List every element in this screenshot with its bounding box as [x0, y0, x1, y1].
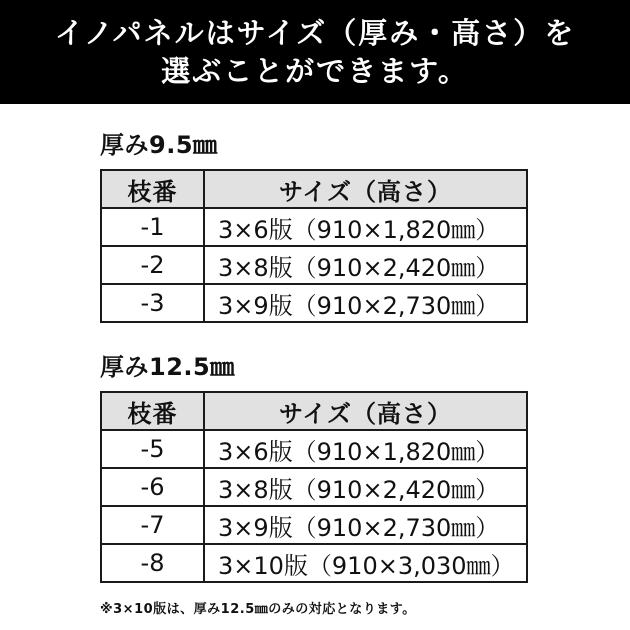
size-cell: 3×8版（910×2,420㎜）: [204, 468, 527, 506]
branch-number-cell: -2: [101, 246, 204, 284]
column-header-size-height: サイズ（高さ）: [204, 170, 527, 208]
branch-number-cell: -5: [101, 430, 204, 468]
branch-number-cell: -6: [101, 468, 204, 506]
section-title-thickness-12-5: 厚み12.5㎜: [100, 353, 235, 381]
section-title-thickness-9-5: 厚み9.5㎜: [100, 131, 218, 159]
column-header-size-height: サイズ（高さ）: [204, 392, 527, 430]
table-row: [101, 506, 527, 544]
branch-number-cell: -1: [101, 208, 204, 246]
headline-banner: [0, 0, 630, 104]
table-header-row: [101, 392, 527, 430]
table-row: [101, 284, 527, 322]
footnote: ※3×10版は、厚み12.5㎜のみの対応となります。: [100, 602, 416, 617]
size-cell: 3×6版（910×1,820㎜）: [204, 430, 527, 468]
content-area: [100, 125, 530, 617]
column-header-branch-number: 枝番: [101, 170, 204, 208]
table-row: [101, 430, 527, 468]
column-header-branch-number: 枝番: [101, 392, 204, 430]
table-row: [101, 246, 527, 284]
size-cell: 3×10版（910×3,030㎜）: [204, 544, 527, 582]
headline-line-1: イノパネルはサイズ（厚み・高さ）を: [54, 16, 576, 50]
branch-number-cell: -8: [101, 544, 204, 582]
size-table-9-5mm: [100, 169, 528, 323]
branch-number-cell: -3: [101, 284, 204, 322]
table-row: [101, 544, 527, 582]
table-row: [101, 468, 527, 506]
size-table-12-5mm: [100, 391, 528, 583]
size-cell: 3×8版（910×2,420㎜）: [204, 246, 527, 284]
headline-line-2: 選ぶことができます。: [161, 54, 469, 88]
table-row: [101, 208, 527, 246]
size-cell: 3×9版（910×2,730㎜）: [204, 506, 527, 544]
size-cell: 3×9版（910×2,730㎜）: [204, 284, 527, 322]
branch-number-cell: -7: [101, 506, 204, 544]
table-header-row: [101, 170, 527, 208]
size-cell: 3×6版（910×1,820㎜）: [204, 208, 527, 246]
